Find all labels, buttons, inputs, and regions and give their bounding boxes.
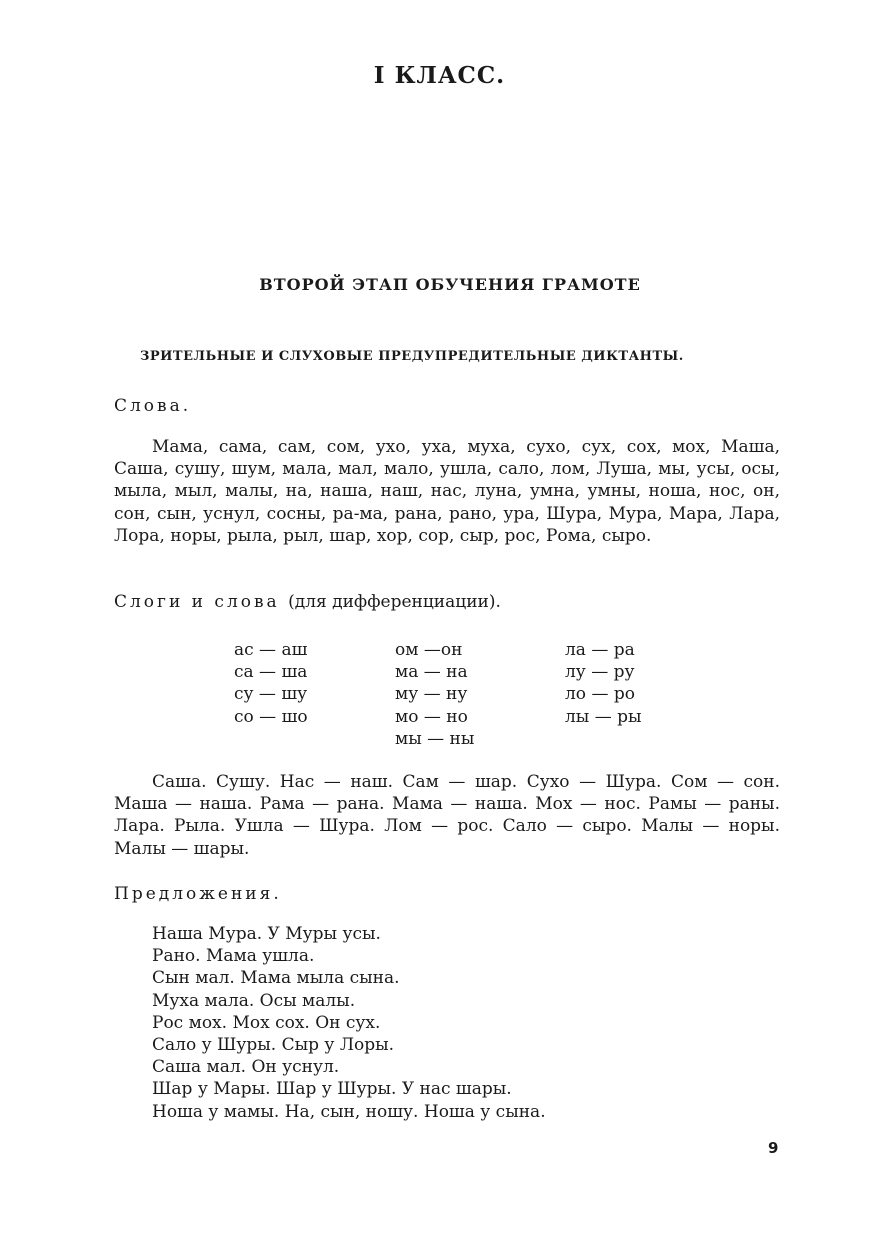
- chapter-title: I КЛАСС.: [373, 62, 506, 89]
- syllable-pair: ло — ро: [565, 684, 635, 705]
- syllable-pair: мы — ны: [395, 728, 475, 749]
- stage-title: ВТОРОЙ ЭТАП ОБУЧЕНИЯ ГРАМОТЕ: [259, 275, 641, 294]
- syllable-pair: му — ну: [395, 684, 468, 705]
- page-number: 9: [768, 1139, 779, 1157]
- syllable-pair: со — шо: [234, 706, 308, 727]
- syllable-column-1: [234, 639, 308, 728]
- syllables-heading-note: (для дифференциации).: [288, 592, 501, 612]
- sentence-line: Наша Мура. У Муры усы.: [152, 924, 381, 944]
- sentence-line: Муха мала. Осы малы.: [152, 990, 356, 1011]
- sentence-line: Рано. Мама ушла.: [152, 946, 315, 967]
- words-paragraph: Мама, сама, сам, сом, ухо, уха, муха, сухо, сух, сох, мох, Маша, Саша, сушу, шум, мала, мал, мало, ушла, сало, лом, Луша, мы, усы, осы, мыла, мыл, малы, на, наша, наш, нас, луна, умна, умны, ноша, нос, он, сон, сын, уснул, сосны, ра-ма, рана, рано, ура, Шура, Мура, Мара, Лара, Лора, норы, рыла, рыл, шар, хор, сор, сыр, рос, Рома, сыро.: [114, 437, 780, 546]
- syllables-heading: [114, 592, 501, 612]
- sentence-line: Рос мох. Мох сох. Он сух.: [152, 1012, 381, 1033]
- sentences-heading: Предложения.: [114, 884, 282, 904]
- sentence-line: Ноша у мамы. На, сын, ношу. Ноша у сына.: [152, 1101, 546, 1122]
- syllables-heading-label: Слоги и слова: [114, 592, 280, 612]
- syllable-column-2: [395, 639, 474, 750]
- sentence-line: Сын мал. Мама мыла сына.: [152, 968, 400, 989]
- syllables-paragraph: Саша. Сушу. Нас — наш. Сам — шар. Сухо — Шура. Сом — сон. Маша — наша. Рама — рана. Мама — наша. Мох — нос. Рамы — раны. Лара. Рыла. Ушла — Шура. Лом — рос. Сало — сыро. Малы — норы. Малы — шары.: [114, 772, 780, 859]
- words-heading: Слова.: [114, 396, 192, 416]
- syllable-pair: ла — ра: [565, 640, 635, 660]
- syllable-pair: су — шу: [234, 684, 308, 705]
- syllable-pair: ма — на: [395, 662, 468, 683]
- section-subtitle: ЗРИТЕЛЬНЫЕ И СЛУХОВЫЕ ПРЕДУПРЕДИТЕЛЬНЫЕ ДИКТАНТЫ.: [140, 349, 684, 364]
- syllable-pair: са — ша: [234, 662, 308, 683]
- sentences-list: [152, 923, 546, 1123]
- syllable-pair: мо — но: [395, 706, 468, 727]
- syllable-column-3: [565, 639, 642, 728]
- syllable-pair: ас — аш: [234, 640, 308, 660]
- sentence-line: Шар у Мары. Шар у Шуры. У нас шары.: [152, 1079, 512, 1100]
- syllable-pair: лы — ры: [565, 706, 642, 727]
- sentence-line: Сало у Шуры. Сыр у Лоры.: [152, 1035, 395, 1056]
- sentence-line: Саша мал. Он уснул.: [152, 1057, 340, 1078]
- syllable-pair: лу — ру: [565, 662, 635, 683]
- syllable-pair: ом —он: [395, 640, 463, 660]
